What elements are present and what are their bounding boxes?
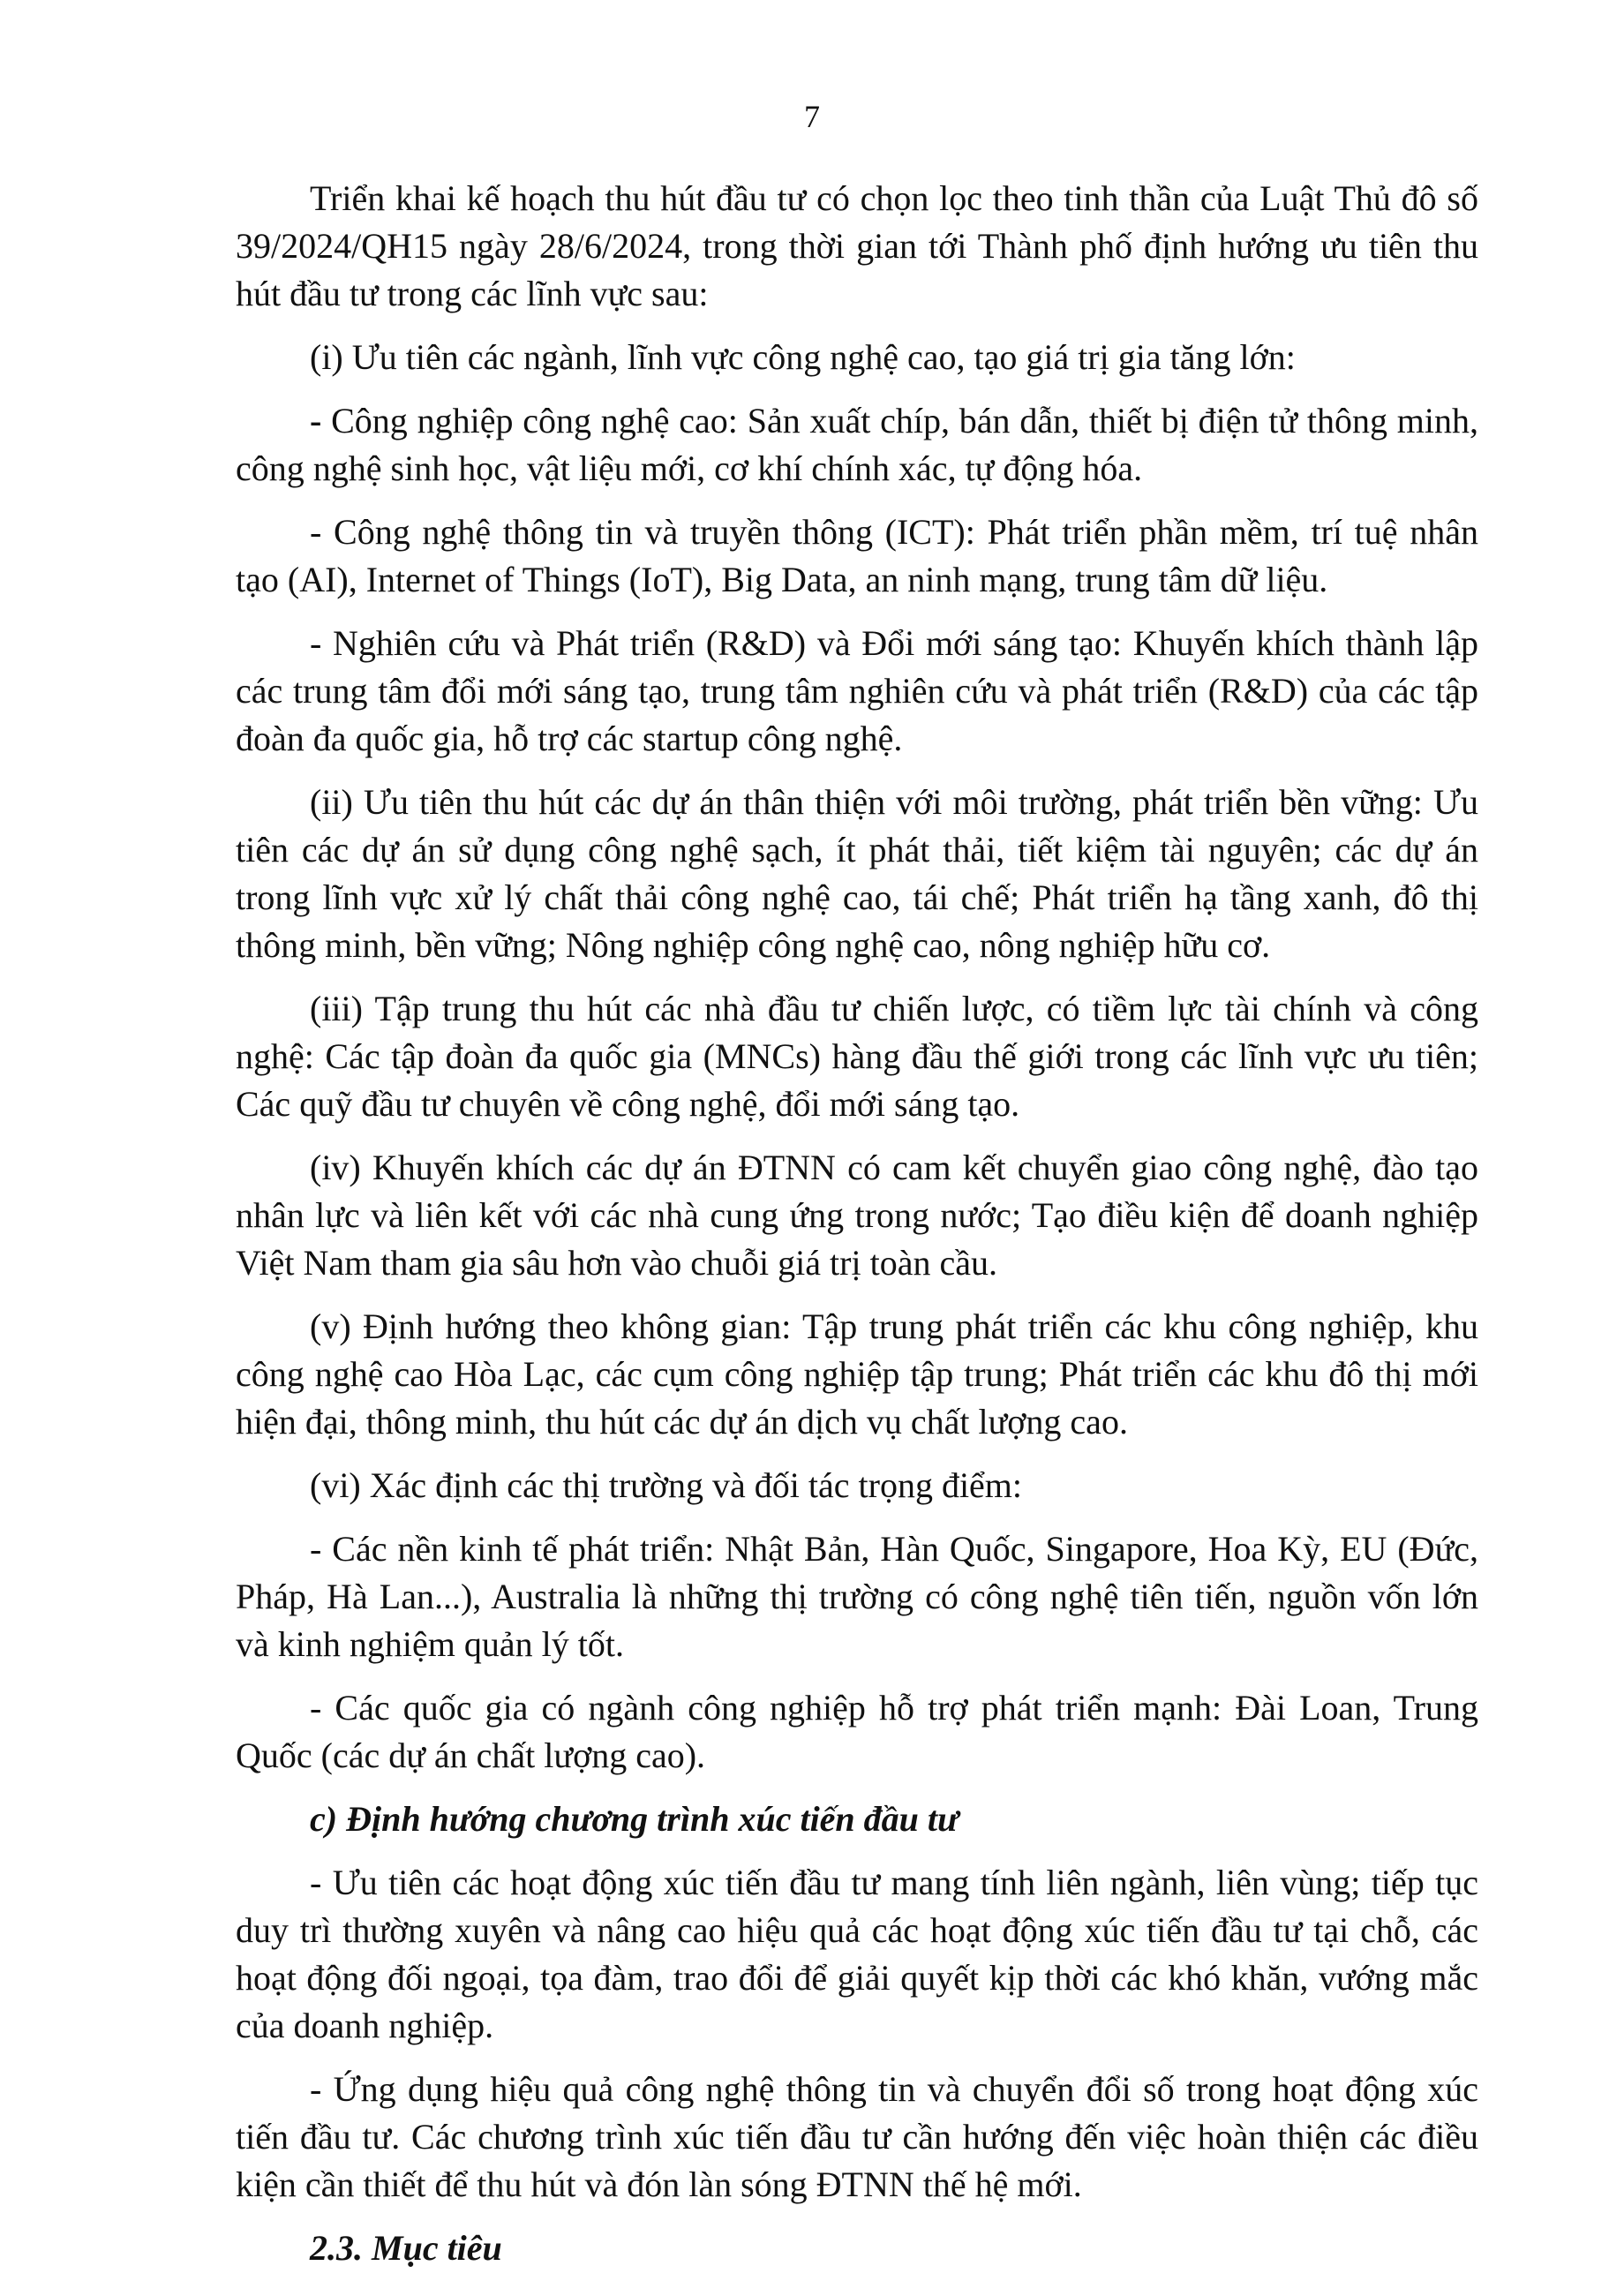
paragraph-promotion-priority: - Ưu tiên các hoạt động xúc tiến đầu tư mang tính liên ngành, liên vùng; tiếp tục duy trì thường xuyên và nâng cao hiệu quả các hoạt động xúc tiến đầu tư tại chỗ, các hoạt động đối ngoại, tọa đàm, trao đổi để giải quyết kịp thời các khó khăn, vướng mắc của doanh nghiệp. bbox=[236, 1863, 1478, 2045]
paragraph-supporting-industries: - Các quốc gia có ngành công nghiệp hỗ trợ phát triển mạnh: Đài Loan, Trung Quốc (các dự án chất lượng cao). bbox=[236, 1688, 1478, 1775]
section-heading-c: c) Định hướng chương trình xúc tiến đầu tư bbox=[310, 1799, 959, 1839]
section-heading-2-3: 2.3. Mục tiêu bbox=[310, 2228, 502, 2268]
paragraph-intro: Triển khai kế hoạch thu hút đầu tư có chọn lọc theo tinh thần của Luật Thủ đô số 39/2024/QH15 ngày 28/6/2024, trong thời gian tới Thành phố định hướng ưu tiên thu hút đầu tư trong các lĩnh vực sau: bbox=[236, 178, 1478, 313]
paragraph-digital-transformation: - Ứng dụng hiệu quả công nghệ thông tin và chuyển đổi số trong hoạt động xúc tiến đầu tư. Các chương trình xúc tiến đầu tư cần hướng đến việc hoàn thiện các điều kiện cần thiết để thu hút và đón làn sóng ĐTNN thế hệ mới. bbox=[236, 2069, 1478, 2204]
paragraph-priority-i: (i) Ưu tiên các ngành, lĩnh vực công nghệ cao, tạo giá trị gia tăng lớn: bbox=[310, 337, 1296, 377]
paragraph-rnd: - Nghiên cứu và Phát triển (R&D) và Đổi mới sáng tạo: Khuyến khích thành lập các trung tâm đổi mới sáng tạo, trung tâm nghiên cứu và phát triển (R&D) của các tập đoàn đa quốc gia, hỗ trợ các startup công nghệ. bbox=[236, 623, 1478, 758]
paragraph-priority-ii: (ii) Ưu tiên thu hút các dự án thân thiện với môi trường, phát triển bền vững: Ưu tiên các dự án sử dụng công nghệ sạch, ít phát thải, tiết kiệm tài nguyên; các dự án trong lĩnh vực xử lý chất thải công nghệ cao, tái chế; Phát triển hạ tầng xanh, đô thị thông minh, bền vững; Nông nghiệp công nghệ cao, nông nghiệp hữu cơ. bbox=[236, 782, 1478, 965]
paragraph-priority-iv: (iv) Khuyến khích các dự án ĐTNN có cam kết chuyển giao công nghệ, đào tạo nhân lực và liên kết với các nhà cung ứng trong nước; Tạo điều kiện để doanh nghiệp Việt Nam tham gia sâu hơn vào chuỗi giá trị toàn cầu. bbox=[236, 1148, 1478, 1283]
paragraph-priority-v: (v) Định hướng theo không gian: Tập trung phát triển các khu công nghiệp, khu công nghệ cao Hòa Lạc, các cụm công nghiệp tập trung; Phát triển các khu đô thị mới hiện đại, thông minh, thu hút các dự án dịch vụ chất lượng cao. bbox=[236, 1306, 1478, 1442]
paragraph-priority-vi: (vi) Xác định các thị trường và đối tác trọng điểm: bbox=[310, 1465, 1023, 1505]
paragraph-high-tech-industry-text: Công nghiệp công nghệ cao: Sản xuất chíp, bán dẫn, thiết bị điện tử thông minh, công nghệ sinh học, vật liệu mới, cơ khí chính xác, tự động hóa. bbox=[236, 401, 1478, 488]
paragraph-ict: - Công nghệ thông tin và truyền thông (ICT): Phát triển phần mềm, trí tuệ nhân tạo (AI), Internet of Things (IoT), Big Data, an ninh mạng, trung tâm dữ liệu. bbox=[236, 512, 1478, 599]
page-number: 7 bbox=[804, 99, 820, 134]
paragraph-priority-iii: (iii) Tập trung thu hút các nhà đầu tư chiến lược, có tiềm lực tài chính và công nghệ: Các tập đoàn đa quốc gia (MNCs) hàng đầu thế giới trong các lĩnh vực ưu tiên; Các quỹ đầu tư chuyên về công nghệ, đổi mới sáng tạo. bbox=[236, 989, 1478, 1124]
bullet-dash: - bbox=[310, 401, 322, 440]
paragraph-high-tech-industry bbox=[236, 397, 1478, 493]
document-body bbox=[236, 175, 1478, 2288]
paragraph-developed-economies: - Các nền kinh tế phát triển: Nhật Bản, Hàn Quốc, Singapore, Hoa Kỳ, EU (Đức, Pháp, Hà Lan...), Australia là những thị trường có công nghệ tiên tiến, nguồn vốn lớn và kinh nghiệm quản lý tốt. bbox=[236, 1529, 1478, 1664]
